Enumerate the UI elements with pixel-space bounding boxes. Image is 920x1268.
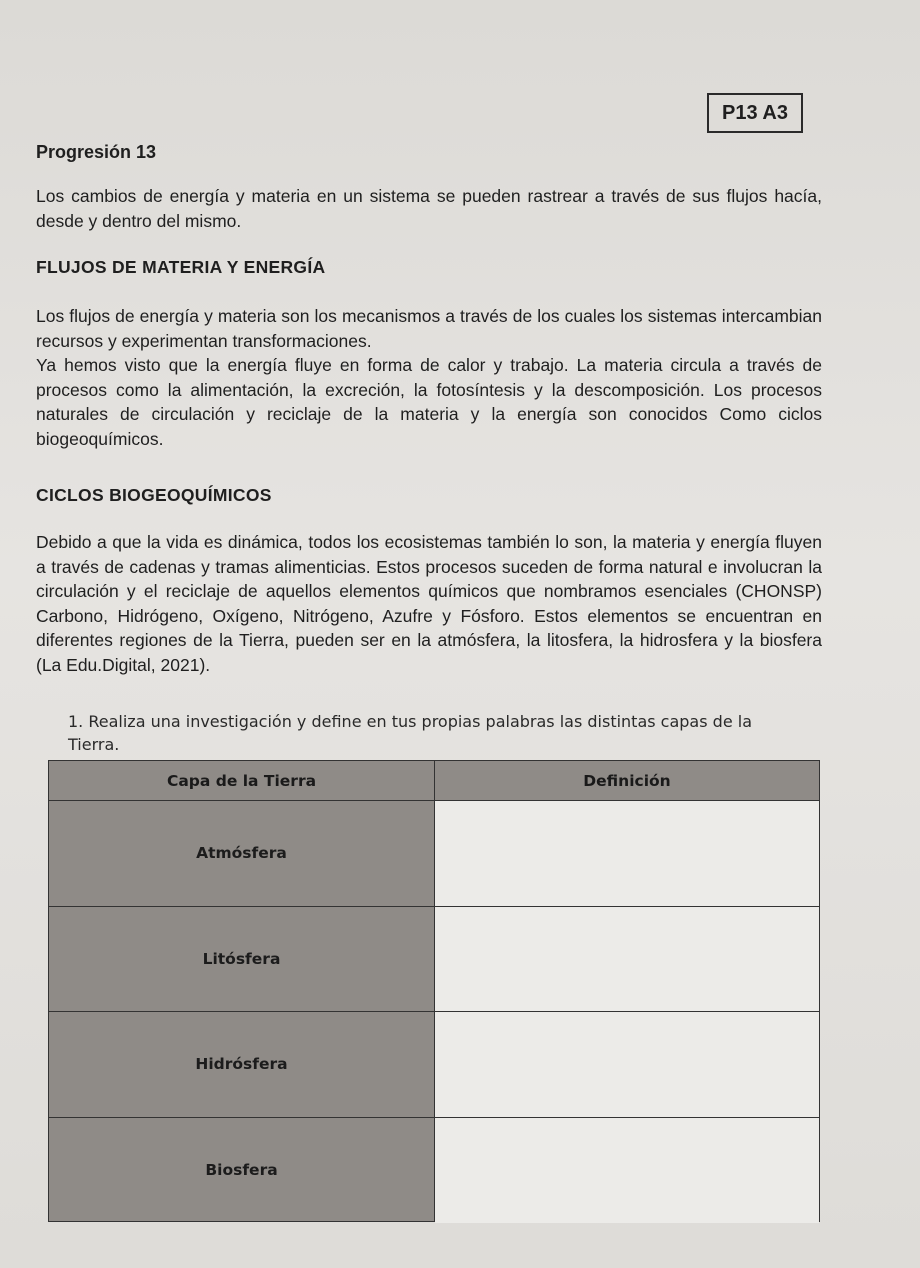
definition-cell[interactable] xyxy=(435,907,819,1013)
definition-column xyxy=(435,761,819,1221)
flujos-paragraph-1: Los flujos de energía y materia son los mecanismos a través de los cuales los sistemas intercambian recursos y experimentan transformaciones. xyxy=(36,306,822,351)
question-1: 1. Realiza una investigación y define en tus propias palabras las distintas capas de la Tierra. xyxy=(68,712,752,754)
ciclos-paragraph: Debido a que la vida es dinámica, todos los ecosistemas también lo son, la materia y energía fluyen a través de cadenas y tramas alimenticias. Estos procesos suceden de forma natural e involucran la circulación y el reciclaje de aquellos elementos químicos que nombramos esenciales (CHONSP) Carbono, Hidrógeno, Oxígeno, Nitrógeno, Azufre y Fósforo. Estos elementos se encuentran en diferentes regiones de la Tierra, pueden ser en la atmósfera, la litosfera, la hidrosfera y la biosfera (La Edu.Digital, 2021). xyxy=(36,532,822,675)
table-header-definition: Definición xyxy=(435,761,819,801)
earth-layers-table xyxy=(48,760,820,1222)
definition-cell[interactable] xyxy=(435,1012,819,1118)
section-heading-ciclos: CICLOS BIOGEOQUÍMICOS xyxy=(36,485,272,505)
flujos-paragraph-2: Ya hemos visto que la energía fluye en forma de calor y trabajo. La materia circula a través de procesos como la alimentación, la excreción, la fotosíntesis y la descomposición. Los procesos naturales de circulación y reciclaje de la materia y la energía son conocidos Como ciclos biogeoquímicos. xyxy=(36,355,822,449)
definition-cell[interactable] xyxy=(435,1118,819,1224)
table-row-layer: Litósfera xyxy=(49,907,434,1013)
table-row-layer: Biosfera xyxy=(205,1161,278,1180)
intro-paragraph: Los cambios de energía y materia en un sistema se pueden rastrear a través de sus flujos hacía, desde y dentro del mismo. xyxy=(36,186,822,231)
activity-code: P13 A3 xyxy=(707,93,803,133)
table-header-layer: Capa de la Tierra xyxy=(49,761,434,801)
definition-cell[interactable] xyxy=(435,801,819,907)
progression-title: Progresión 13 xyxy=(36,142,157,162)
layer-column xyxy=(49,761,435,1221)
table-row-layer: Atmósfera xyxy=(49,801,434,907)
table-row-layer: Hidrósfera xyxy=(49,1012,434,1118)
section-heading-flujos: FLUJOS DE MATERIA Y ENERGÍA xyxy=(36,257,326,277)
